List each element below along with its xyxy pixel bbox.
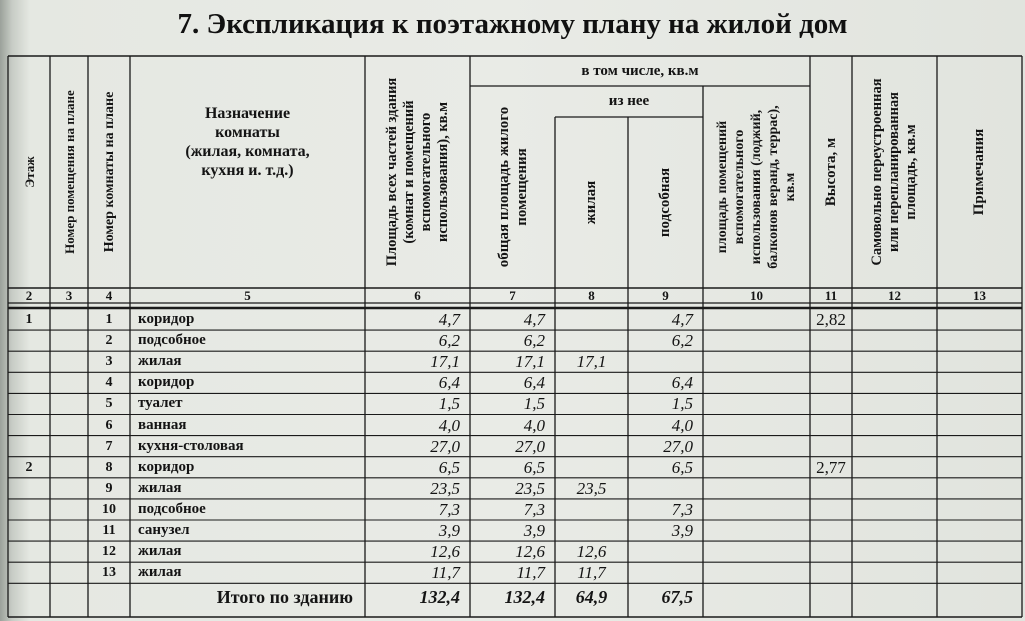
cell-height [810,541,852,562]
header-utility: подсобная [657,167,673,238]
cell-room-name: жилая [138,543,182,560]
cell-floor [8,478,50,499]
header-room-number: Номер комнаты на плане [101,91,117,253]
cell-height [810,478,852,499]
cell-utility: 1,5 [671,394,693,414]
cell-floor [8,351,50,372]
column-number: 12 [888,288,901,303]
header-height: Высота, м [822,137,839,207]
cell-height: 2,82 [816,310,846,329]
header-floor: Этаж [21,156,37,188]
cell-utility: 27,0 [663,436,693,456]
cell-floor [8,372,50,393]
cell-living: 23,5 [576,478,607,498]
cell-living: 11,7 [577,563,606,583]
header-area-total: Площадь всех частей здания (комнат и помещений вспомогательного использования), кв.м [383,77,451,267]
cell-living [555,457,628,478]
total-area: 132,4 [419,587,460,608]
cell-area: 11,7 [431,563,460,583]
cell-living-total: 6,5 [523,457,545,477]
total-utility: 67,5 [661,587,693,608]
cell-room-number: 13 [102,565,116,581]
cell-area: 4,0 [438,415,460,435]
column-number: 4 [105,288,113,303]
cell-utility [628,562,703,583]
cell-room-name: подсобное [138,500,206,517]
cell-room-name: санузел [138,522,190,538]
cell-floor [8,393,50,414]
cell-room-name: коридор [138,311,195,327]
cell-height [810,351,852,372]
cell-room-name: жилая [138,353,182,370]
column-number: 11 [824,288,838,303]
cell-living: 17,1 [576,352,607,372]
header-including: в том числе, кв.м [581,62,699,79]
cell-height [810,562,852,583]
cell-area: 4,7 [438,310,460,329]
cell-utility [628,351,703,372]
cell-living-total: 11,7 [516,563,545,583]
cell-area: 23,5 [430,478,460,498]
cell-area: 12,6 [430,542,460,562]
cell-living [555,330,628,351]
cell-living [555,415,628,436]
cell-room-number: 8 [105,459,113,475]
cell-utility: 3,9 [671,521,693,540]
cell-living-total: 1,5 [523,394,545,414]
header-living-total: общая площадь жилого помещения [495,106,530,268]
column-number: 7 [509,288,516,303]
cell-area: 6,2 [438,331,460,351]
header-unauthorized-area: Самовольно переустроенная или перепланированная площадь, кв.м [869,78,919,266]
cell-utility: 6,2 [671,331,693,351]
cell-room-name: жилая [138,564,182,581]
header-purpose-line: кухня и. т.д.) [201,162,294,179]
cell-living [555,372,628,393]
cell-floor [8,436,50,457]
column-number: 9 [662,288,669,303]
cell-room-name: туалет [138,395,183,412]
cell-living [555,499,628,520]
header-purpose-line: (жилая, комната, [185,143,310,160]
cell-area: 1,5 [438,394,460,414]
cell-living [555,309,628,330]
column-number: 8 [588,288,595,303]
column-number: 13 [973,288,986,303]
header-purpose [130,56,365,228]
cell-room-name: ванная [138,416,187,433]
cell-living-total: 3,9 [523,521,545,540]
cell-height [810,393,852,414]
cell-room-number: 6 [105,417,113,433]
header-auxiliary-area: площадь помещений вспомогательного использования (лоджий, балконов веранд, террас), кв.м [715,105,798,269]
cell-utility: 6,5 [671,457,693,477]
cell-room-number: 2 [105,333,113,349]
cell-living-total: 6,4 [523,373,545,393]
cell-height [810,520,852,541]
cell-living-total: 12,6 [515,542,545,562]
cell-living-total: 27,0 [515,436,545,456]
cell-utility: 4,0 [671,415,693,435]
cell-height [810,372,852,393]
cell-room-number: 4 [105,375,113,391]
cell-floor [8,520,50,541]
cell-floor [8,415,50,436]
cell-height [810,415,852,436]
cell-room-number: 12 [102,544,116,560]
cell-area: 6,5 [438,457,460,477]
header-room-number-plan: Номер помещения на плане [61,90,77,254]
cell-room-name: жилая [138,479,182,496]
cell-area: 3,9 [438,521,460,540]
column-number: 10 [750,288,763,303]
column-number: 3 [65,288,73,303]
cell-room-number: 11 [102,523,116,538]
cell-height [810,499,852,520]
cell-room-name: подсобное [138,332,206,349]
cell-room-name: коридор [138,458,195,475]
cell-height: 2,77 [816,457,846,477]
cell-living-total: 4,7 [523,310,545,329]
cell-room-number: 3 [105,354,113,370]
total-living: 64,9 [575,587,608,608]
cell-floor: 2 [25,459,33,475]
cell-room-number: 10 [102,501,116,517]
cell-floor [8,499,50,520]
cell-area: 27,0 [430,436,460,456]
cell-area: 17,1 [430,352,460,372]
cell-height [810,330,852,351]
header-living: жилая [583,180,599,225]
cell-living-total: 7,3 [523,499,545,519]
cell-living-total: 17,1 [515,352,545,372]
cell-floor [8,330,50,351]
cell-area: 7,3 [438,499,460,519]
cell-living [555,393,628,414]
cell-utility [628,541,703,562]
cell-room-number: 5 [105,396,113,412]
cell-living-total: 4,0 [523,415,545,435]
cell-utility: 4,7 [671,310,693,329]
column-number: 6 [414,288,421,303]
cell-room-number: 7 [105,438,113,454]
cell-floor: 1 [25,312,33,327]
total-living-total: 132,4 [504,587,545,608]
cell-living: 12,6 [576,542,607,562]
cell-living-total: 23,5 [515,478,545,498]
column-number: 2 [25,288,33,303]
column-number: 5 [244,288,251,303]
cell-floor [8,562,50,583]
header-notes: Примечания [971,128,987,216]
cell-floor [8,541,50,562]
cell-living [555,520,628,541]
cell-utility: 6,4 [671,373,693,393]
header-of-which: из нее [608,93,650,109]
cell-height [810,436,852,457]
header-purpose-line: Назначение [204,105,291,122]
total-label: Итого по зданию [216,587,353,608]
cell-living-total: 6,2 [523,331,545,351]
header-purpose-line: комнаты [215,124,280,141]
cell-utility [628,478,703,499]
cell-room-name: коридор [138,374,195,391]
cell-room-number: 9 [105,480,113,496]
cell-area: 6,4 [438,373,460,393]
cell-room-number: 1 [105,312,113,327]
cell-room-name: кухня-столовая [138,437,244,454]
page-title: 7. Экспликация к поэтажному плану на жилой дом [177,8,848,40]
cell-living [555,436,628,457]
cell-utility: 7,3 [671,499,693,519]
